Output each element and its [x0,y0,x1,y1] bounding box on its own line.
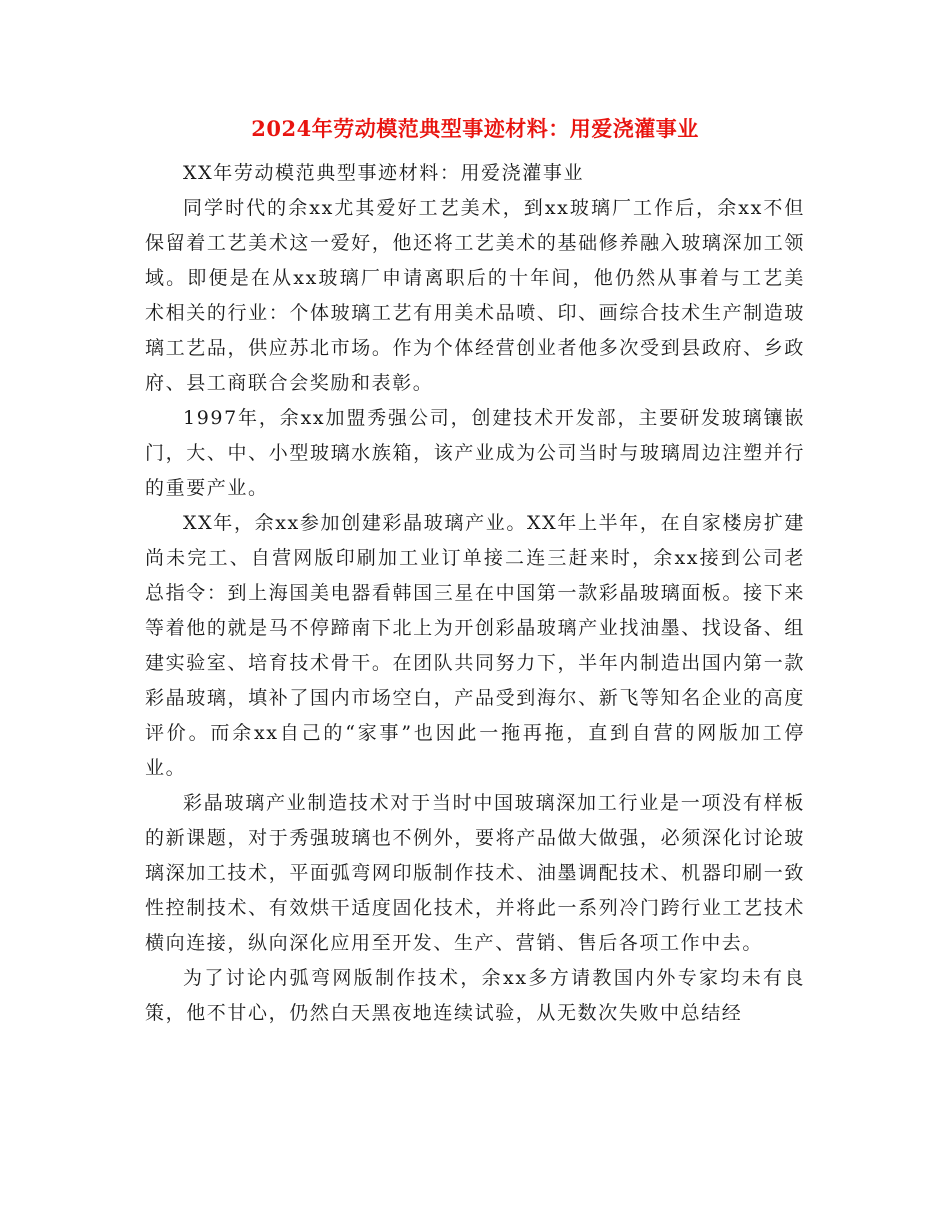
paragraph-3: XX年，余xx参加创建彩晶玻璃产业。XX年上半年，在自家楼房扩建尚未完工、自营网版印刷加工业订单接二连三赶来时，余xx接到公司老总指令：到上海国美电器看韩国三星在中国第一款彩晶玻璃面板。接下来等着他的就是马不停蹄南下北上为开创彩晶玻璃产业找油墨、找设备、组建实验室、培育技术骨干。在团队共同努力下，半年内制造出国内第一款彩晶玻璃，填补了国内市场空白，产品受到海尔、新飞等知名企业的高度评价。而余xx自己的“家事”也因此一拖再拖，直到自营的网版加工停业。 [145,512,805,779]
paragraph-subtitle: XX年劳动模范典型事迹材料：用爱浇灌事业 [183,162,585,184]
paragraph-2: 1997年，余xx加盟秀强公司，创建技术开发部，主要研发玻璃镶嵌门，大、中、小型玻璃水族箱，该产业成为公司当时与玻璃周边注塑并行的重要产业。 [145,407,805,499]
document-body [145,156,805,1031]
paragraph-4: 彩晶玻璃产业制造技术对于当时中国玻璃深加工行业是一项没有样板的新课题，对于秀强玻璃也不例外，要将产品做大做强，必须深化讨论玻璃深加工技术，平面弧弯网印版制作技术、油墨调配技术、机器印刷一致性控制技术、有效烘干适度固化技术，并将此一系列冷门跨行业工艺技术横向连接，纵向深化应用至开发、生产、营销、售后各项工作中去。 [145,792,805,954]
paragraph-5: 为了讨论内弧弯网版制作技术，余xx多方请教国内外专家均未有良策，他不甘心，仍然白天黑夜地连续试验，从无数次失败中总结经 [145,967,805,1024]
paragraph-1: 同学时代的余xx尤其爱好工艺美术，到xx玻璃厂工作后，余xx不但保留着工艺美术这一爱好，他还将工艺美术的基础修养融入玻璃深加工领域。即便是在从xx玻璃厂申请离职后的十年间，他仍然从事着与工艺美术相关的行业：个体玻璃工艺有用美术品喷、印、画综合技术生产制造玻璃工艺品，供应苏北市场。作为个体经营创业者他多次受到县政府、乡政府、县工商联合会奖励和表彰。 [145,197,805,394]
document-title: 2024年劳动模范典型事迹材料：用爱浇灌事业 [251,116,699,141]
